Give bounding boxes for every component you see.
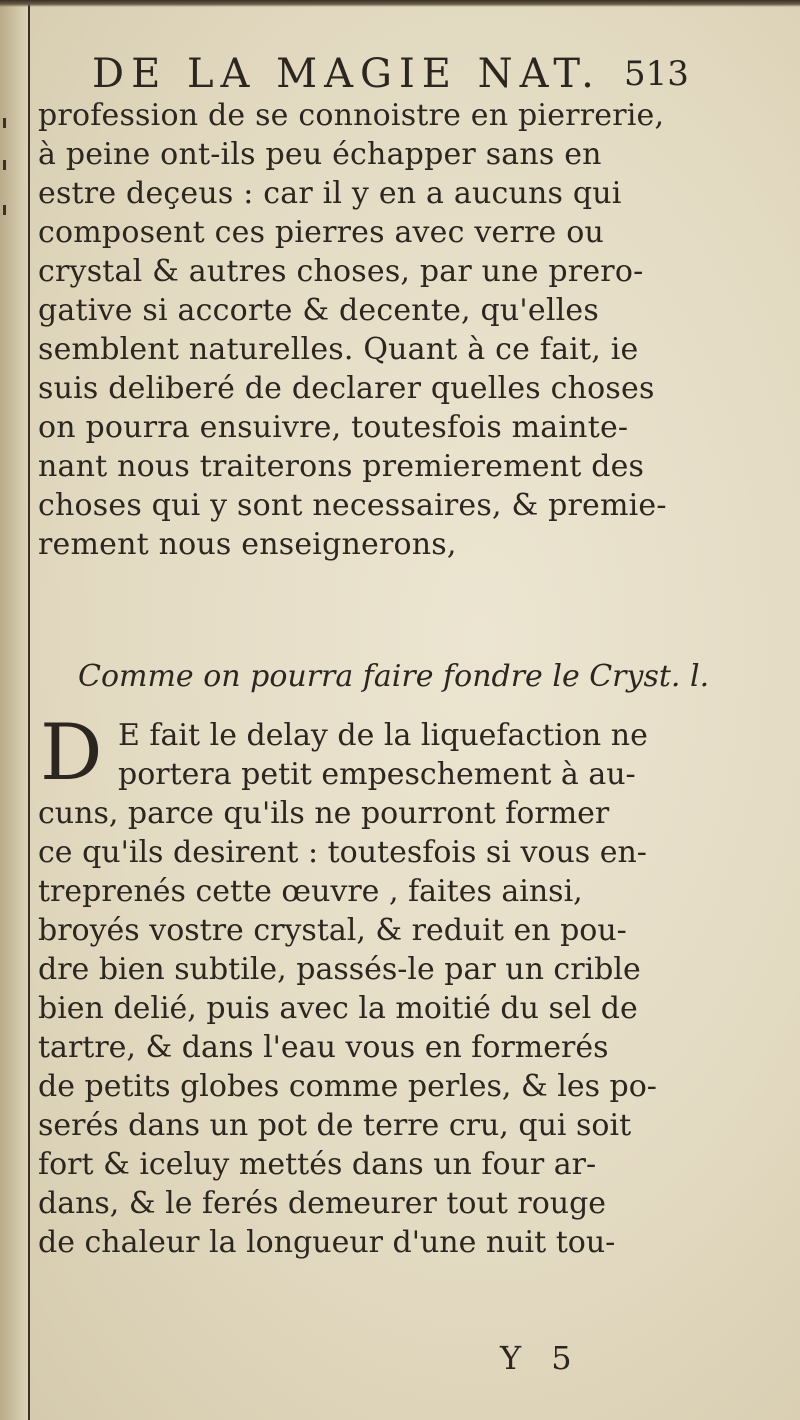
text-line: ce qu'ils desirent : toutesfois si vous en- (38, 835, 647, 870)
text-line: dans, & le ferés demeurer tout rouge (38, 1186, 607, 1221)
page-top-edge (0, 0, 800, 7)
text-line: bien delié, puis avec la moitié du sel de (38, 991, 638, 1026)
paragraph-2 (38, 708, 718, 1262)
text-line: profession de se connoistre en pierrerie, (38, 98, 665, 133)
text-line: rement nous enseignerons, (38, 527, 457, 562)
gutter-mark (3, 118, 6, 128)
gutter-mark (3, 205, 6, 215)
text-line: cuns, parce qu'ils ne pourront former (38, 796, 610, 831)
running-head: DE LA MAGIE NAT. (92, 51, 601, 97)
text-line: de petits globes comme perles, & les po- (38, 1069, 657, 1104)
paragraph-1 (38, 96, 718, 564)
text-line: E fait le delay de la liquefaction ne (118, 718, 648, 753)
text-line: gative si accorte & decente, qu'elles (38, 293, 599, 328)
text-line: broyés vostre crystal, & reduit en pou- (38, 913, 627, 948)
text-line: tartre, & dans l'eau vous en formerés (38, 1030, 609, 1065)
text-line: treprenés cette œuvre , faites ainsi, (38, 874, 583, 909)
page-header (40, 46, 780, 102)
text-line: à peine ont-ils peu échapper sans en (38, 137, 602, 172)
text-line: nant nous traiterons premierement des (38, 449, 645, 484)
text-line: estre deçeus : car il y en a aucuns qui (38, 176, 622, 211)
text-line: serés dans un pot de terre cru, qui soit (38, 1108, 632, 1143)
text-line: portera petit empeschement à au- (118, 757, 636, 792)
text-line: fort & iceluy mettés dans un four ar- (38, 1147, 597, 1182)
section-heading: Comme on pourra faire fondre le Cryst. l. (78, 659, 710, 694)
text-line: dre bien subtile, passés-le par un crible (38, 952, 641, 987)
text-line: composent ces pierres avec verre ou (38, 215, 605, 250)
gutter-mark (3, 160, 6, 170)
text-line: semblent naturelles. Quant à ce fait, ie (38, 332, 639, 367)
text-line: on pourra ensuivre, toutesfois mainte- (38, 410, 629, 445)
page-gutter (0, 0, 30, 1420)
text-line: de chaleur la longueur d'une nuit tou- (38, 1225, 616, 1260)
text-line: suis deliberé de declarer quelles choses (38, 371, 655, 406)
text-line: crystal & autres choses, par une prero- (38, 254, 644, 289)
page-number: 513 (624, 54, 689, 94)
signature-mark: Y 5 (500, 1339, 582, 1377)
drop-cap: D (40, 708, 103, 798)
text-line: choses qui y sont necessaires, & premie- (38, 488, 667, 523)
